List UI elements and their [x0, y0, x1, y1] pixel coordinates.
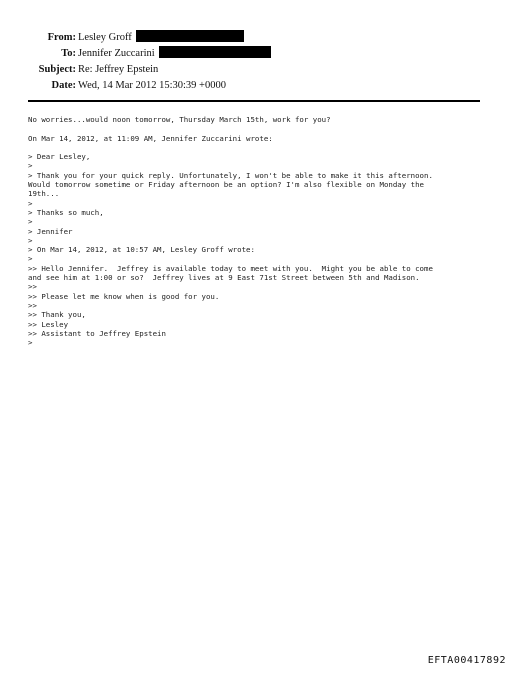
body-line: > [28, 217, 33, 227]
body-line: > [28, 235, 33, 245]
to-value: Jennifer Zuccarini [78, 48, 155, 59]
subject-value: Re: Jeffrey Epstein [78, 64, 159, 75]
date-label: Date: [51, 80, 76, 91]
body-line: > [28, 198, 33, 208]
body-line: > Dear Lesley, [28, 152, 91, 162]
body-line: > [28, 338, 33, 348]
to-label: To: [61, 48, 76, 59]
from-value: Lesley Groff [78, 32, 132, 43]
body-line: >> Assistant to Jeffrey Epstein [28, 328, 166, 338]
body-line: >> Lesley [28, 319, 69, 329]
subject-row [0, 62, 512, 78]
body-line: >> Please let me know when is good for you. [28, 291, 220, 301]
body-line: Would tomorrow sometime or Friday afternoon be an option? I'm also flexible on Monday the [28, 180, 425, 190]
body-line: > [28, 161, 33, 171]
to-value-group [78, 46, 271, 62]
body-line: > On Mar 14, 2012, at 10:57 AM, Lesley Groff wrote: [28, 245, 255, 255]
body-line: > Jennifer [28, 226, 73, 236]
body-line: On Mar 14, 2012, at 11:09 AM, Jennifer Zuccarini wrote: [28, 133, 273, 143]
document-id: EFTA00417892 [427, 655, 506, 666]
body-line: and see him at 1:00 or so? Jeffrey lives at 9 East 71st Street between 5th and Madison. [28, 273, 420, 283]
to-row [0, 46, 512, 62]
body-line: No worries...would noon tomorrow, Thursday March 15th, work for you? [28, 115, 331, 124]
body-line: > Thank you for your quick reply. Unfortunately, I won't be able to make it this afternoon. [28, 170, 433, 180]
email-body [28, 115, 480, 347]
date-value: Wed, 14 Mar 2012 15:30:39 +0000 [78, 80, 226, 91]
body-line: > Thanks so much, [28, 207, 104, 217]
redaction-bar [136, 30, 244, 42]
body-line: >> [28, 282, 37, 292]
body-line: >> Hello Jennifer. Jeffrey is available today to meet with you. Might you be able to come [28, 263, 433, 273]
body-line: >> Thank you, [28, 310, 86, 320]
from-row [0, 30, 512, 46]
body-line: > [28, 254, 33, 264]
from-value-group [78, 30, 244, 46]
subject-label: Subject: [38, 64, 76, 75]
date-row [0, 78, 512, 94]
body-line: 19th... [28, 189, 60, 199]
body-line: >> [28, 300, 37, 310]
from-label: From: [47, 32, 76, 43]
header-divider [28, 100, 480, 102]
redaction-bar [159, 46, 271, 58]
email-header [0, 30, 512, 94]
